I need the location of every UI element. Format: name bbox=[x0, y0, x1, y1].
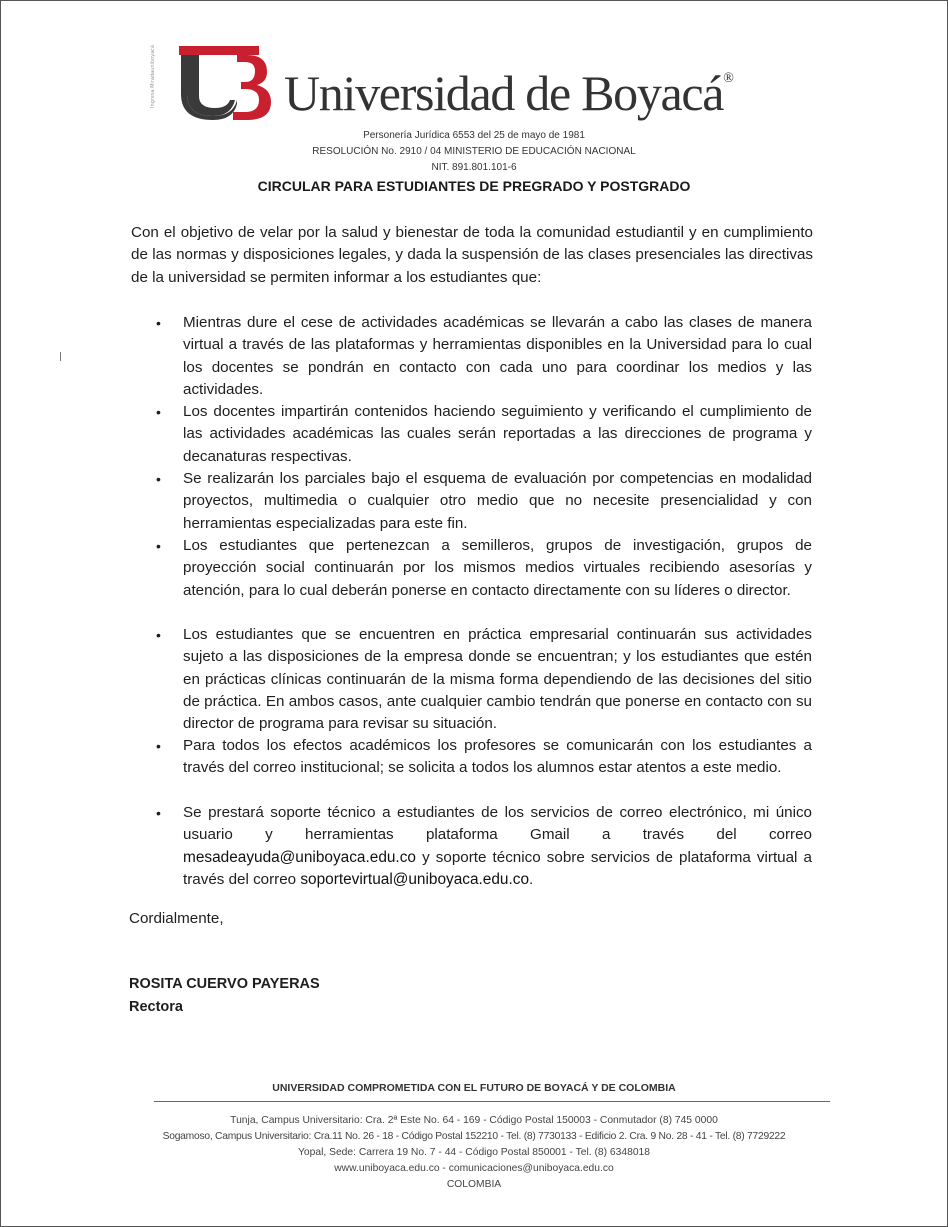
bullet-item bbox=[156, 624, 812, 735]
intro-paragraph: Con el objetivo de velar por la salud y bienestar de toda la comunidad estudiantil y en cumplimiento de las normas y disposiciones legales, y dada la suspensión de las clases presenciales las directivas de la universidad se permiten informar a los estudiantes que: bbox=[131, 224, 813, 286]
footer-line-tunja: Tunja, Campus Universitario: Cra. 2ª Este No. 64 - 169 - Código Postal 150003 - Conmutador (8) 745 0000 bbox=[230, 1115, 718, 1126]
legal-info bbox=[0, 128, 948, 176]
bullet-item bbox=[156, 735, 812, 780]
bullet-icon: • bbox=[156, 538, 161, 554]
bullet-icon: • bbox=[156, 738, 161, 754]
bullet-text: Los estudiantes que se encuentren en práctica empresarial continuarán sus actividades sujeto a las disposiciones de la empresa donde se encuentran; y los estudiantes que estén en prácticas clínicas continuarán de la misma forma dependiendo de las decisiones del sitio de práctica. En ambos casos, ante cualquier cambio tendrán que ponerse en contacto con su director de programa para revisar su situación. bbox=[183, 626, 812, 733]
institution-name-text: Universidad de Boyacá bbox=[284, 65, 724, 121]
bullet-text: Se realizarán los parciales bajo el esquema de evaluación por competencias en modalidad proyectos, multimedia o cualquier otro medio que no necesite presencialidad y con herramientas especializadas para este fin. bbox=[183, 470, 812, 532]
bullet-icon: • bbox=[156, 627, 161, 643]
bullet-text: Se prestará soporte técnico a estudiantes de los servicios de correo electrónico, mi único usuario y herramientas plataforma Gmail a través del correo bbox=[183, 804, 812, 844]
bullet-icon: • bbox=[156, 805, 161, 821]
scan-mark bbox=[60, 352, 61, 361]
bullet-text: Los docentes impartirán contenidos haciendo seguimiento y verificando el cumplimiento de las actividades académicas las cuales serán reportadas a las direcciones de programa y decanaturas respectivas. bbox=[183, 403, 812, 465]
bullet-text: y soporte técnico sobre servicios de plataforma virtual a través del correo bbox=[183, 848, 812, 888]
legal-line: Personería Jurídica 6553 del 25 de mayo de 1981 bbox=[363, 130, 585, 141]
bullet-icon: • bbox=[156, 471, 161, 487]
footer-line-yopal: Yopal, Sede: Carrera 19 No. 7 - 44 - Código Postal 850001 - Tel. (8) 6348018 bbox=[297, 1147, 651, 1158]
bullet-item bbox=[156, 802, 812, 891]
footer-contact bbox=[0, 1113, 948, 1193]
bullet-icon: • bbox=[156, 315, 161, 331]
university-logo-icon bbox=[175, 42, 275, 122]
bullet-text: Mientras dure el cese de actividades académicas se llevarán a cabo las clases de manera virtual a través de las plataformas y herramientas disponibles en la Universidad para lo cual los docentes se pondrán en contacto con cada uno para coordinar los medios y las actividades. bbox=[183, 314, 812, 398]
helpdesk-email-link[interactable]: mesadeayuda@uniboyaca.edu.co bbox=[183, 848, 416, 866]
bullet-text: Para todos los efectos académicos los profesores se comunicarán con los estudiantes a través del correo institucional; se solicita a todos los alumnos estar atentos a este medio. bbox=[183, 737, 812, 777]
footer-line-web: www.uniboyaca.edu.co - comunicaciones@uniboyaca.edu.co bbox=[334, 1163, 614, 1174]
letterhead-side-text: Ingresa Miradauniboyacá bbox=[150, 45, 156, 108]
virtual-support-email-link[interactable]: soportevirtual@uniboyaca.edu.co bbox=[300, 870, 530, 888]
document-title: CIRCULAR PARA ESTUDIANTES DE PREGRADO Y POSTGRADO bbox=[257, 178, 691, 194]
legal-line: NIT. 891.801.101-6 bbox=[431, 162, 517, 173]
bullet-item bbox=[156, 468, 812, 535]
signer-name: ROSITA CUERVO PAYERAS bbox=[129, 976, 320, 992]
registered-mark: ® bbox=[723, 71, 734, 86]
bullet-item bbox=[156, 312, 812, 401]
signer-role: Rectora bbox=[129, 999, 183, 1015]
footer-line-country: COLOMBIA bbox=[446, 1179, 502, 1190]
legal-line: RESOLUCIÓN No. 2910 / 04 MINISTERIO DE EDUCACIÓN NACIONAL bbox=[312, 146, 636, 157]
bullet-item bbox=[156, 401, 812, 468]
bullet-text: . bbox=[529, 870, 534, 888]
footer-divider bbox=[154, 1101, 830, 1102]
bullet-text: Los estudiantes que pertenezcan a semilleros, grupos de investigación, grupos de proyección social continuarán por los mismos medios virtuales recibiendo asesorías y atención, para lo cual deberán ponerse en contacto directamente con su líderes o director. bbox=[183, 537, 812, 599]
closing: Cordialmente, bbox=[129, 910, 224, 927]
institution-name bbox=[284, 50, 734, 122]
footer-line-sogamoso: Sogamoso, Campus Universitario: Cra.11 No. 26 - 18 - Código Postal 152210 - Tel. (8) 7730133 - Edificio 2. Cra. 9 No. 28 - 41 - Tel. (8) 7729222 bbox=[162, 1131, 786, 1142]
bullet-item bbox=[156, 535, 812, 602]
bullet-icon: • bbox=[156, 404, 161, 420]
footer-slogan: UNIVERSIDAD COMPROMETIDA CON EL FUTURO DE BOYACÁ Y DE COLOMBIA bbox=[272, 1082, 676, 1094]
